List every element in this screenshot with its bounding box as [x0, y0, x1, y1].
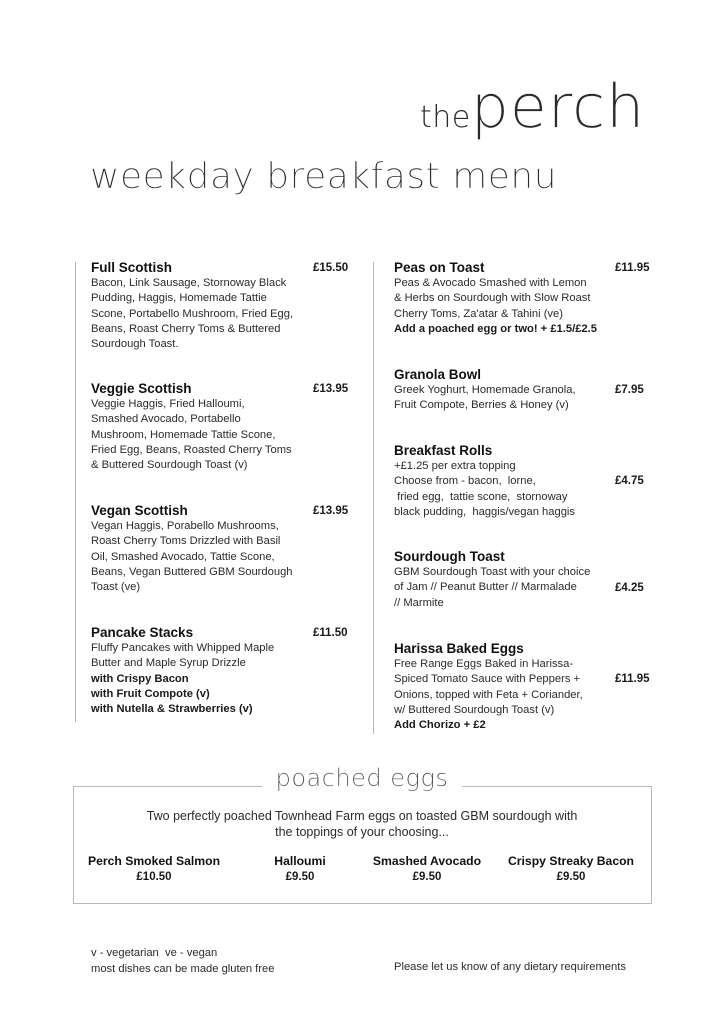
- item-description: Peas & Avocado Smashed with Lemon & Herbs on Sourdough with Slow Roast Cherry Toms, Za'atar & Tahini (ve): [394, 277, 591, 320]
- item-price: £15.50: [313, 262, 349, 274]
- item-price: £11.50: [313, 627, 348, 639]
- topping-price: £9.50: [412, 871, 442, 883]
- gluten-note: most dishes can be made gluten free: [91, 962, 275, 975]
- topping-price: £10.50: [136, 871, 172, 883]
- menu-item-peas-on-toast: [394, 259, 597, 337]
- footer-legend: [91, 946, 274, 977]
- topping-price: £9.50: [285, 871, 315, 883]
- poached-eggs-description: Two perfectly poached Townhead Farm eggs on toasted GBM sourdough with the toppings of your choosing...: [146, 809, 578, 839]
- right-column-rule: [373, 262, 374, 734]
- menu-item-pancake-stacks: [91, 624, 274, 717]
- item-extra: with Nutella & Strawberries (v): [91, 703, 253, 716]
- item-description: Bacon, Link Sausage, Stornoway Black Pudding, Haggis, Homemade Tattie Scone, Portabello Mushroom, Fried Egg, Beans, Roast Cherry Toms & Buttered Sourdough Toast.: [91, 277, 294, 351]
- brand-logo: [420, 72, 645, 142]
- item-description: +£1.25 per extra topping Choose from - bacon, lorne, fried egg, tattie scone, stornoway black pudding, haggis/vegan haggis: [394, 460, 575, 518]
- menu-item-granola-bowl: [394, 366, 576, 414]
- topping-smashed-avocado: [362, 854, 492, 883]
- item-name: Granola Bowl: [394, 367, 482, 382]
- item-description: GBM Sourdough Toast with your choice of Jam // Peanut Butter // Marmalade // Marmite: [394, 566, 591, 609]
- menu-item-sourdough-toast: [394, 548, 590, 611]
- menu-item-harissa-baked-eggs: [394, 640, 583, 733]
- poached-eggs-title: poached eggs: [0, 764, 724, 792]
- menu-item-vegan-scottish: [91, 502, 293, 595]
- left-column-rule: [75, 262, 76, 722]
- poached-eggs-box: [73, 786, 652, 904]
- menu-item-veggie-scottish: [91, 380, 292, 473]
- item-extra: Add Chorizo + £2: [394, 719, 486, 732]
- item-extra: Add a poached egg or two! + £1.5/£2.5: [394, 322, 597, 335]
- item-name: Breakfast Rolls: [394, 443, 493, 458]
- item-name: Sourdough Toast: [394, 549, 505, 564]
- item-name: Vegan Scottish: [91, 503, 188, 518]
- topping-price: £9.50: [556, 871, 586, 883]
- topping-name: Perch Smoked Salmon: [87, 854, 221, 868]
- brand-prefix: the: [420, 100, 471, 135]
- diet-legend: v - vegetarian ve - vegan: [91, 947, 218, 959]
- topping-name: Crispy Streaky Bacon: [508, 854, 634, 868]
- menu-item-breakfast-rolls: [394, 442, 575, 520]
- item-description: Fluffy Pancakes with Whipped Maple Butter and Maple Syrup Drizzle: [91, 642, 275, 670]
- menu-item-full-scottish: [91, 259, 293, 352]
- topping-smoked-salmon: [84, 854, 224, 883]
- item-description: Free Range Eggs Baked in Harissa- Spiced Tomato Sauce with Peppers + Onions, topped with Feta + Coriander, w/ Buttered Sourdough Toast (v): [394, 658, 583, 716]
- item-name: Pancake Stacks: [91, 625, 194, 640]
- brand-name: perch: [470, 72, 646, 142]
- topping-name: Smashed Avocado: [372, 854, 482, 868]
- topping-crispy-streaky-bacon: [500, 854, 642, 883]
- item-price: £4.25: [615, 582, 644, 594]
- topping-name: Halloumi: [274, 854, 326, 868]
- item-extra: with Fruit Compote (v): [91, 687, 210, 700]
- item-description: Greek Yoghurt, Homemade Granola, Fruit Compote, Berries & Honey (v): [394, 384, 576, 412]
- item-price: £4.75: [615, 475, 644, 487]
- item-price: £13.95: [313, 505, 349, 517]
- item-name: Harissa Baked Eggs: [394, 641, 524, 656]
- item-extra: with Crispy Bacon: [91, 672, 189, 685]
- dietary-note: Please let us know of any dietary requirements: [394, 961, 626, 973]
- item-price: £7.95: [615, 384, 644, 396]
- item-name: Veggie Scottish: [91, 381, 192, 396]
- item-name: Peas on Toast: [394, 260, 485, 275]
- item-price: £13.95: [313, 383, 349, 395]
- item-description: Veggie Haggis, Fried Halloumi, Smashed Avocado, Portabello Mushroom, Homemade Tattie Scone, Fried Egg, Beans, Roasted Cherry Toms & Buttered Sourdough Toast (v): [91, 398, 292, 472]
- item-name: Full Scottish: [91, 260, 172, 275]
- item-price: £11.95: [615, 673, 650, 685]
- topping-halloumi: [250, 854, 350, 883]
- item-description: Vegan Haggis, Porabello Mushrooms, Roast Cherry Toms Drizzled with Basil Oil, Smashed Avocado, Tattie Scone, Beans, Vegan Buttered GBM Sourdough Toast (ve): [91, 520, 293, 594]
- menu-title: weekday breakfast menu: [90, 156, 558, 197]
- item-price: £11.95: [615, 262, 650, 274]
